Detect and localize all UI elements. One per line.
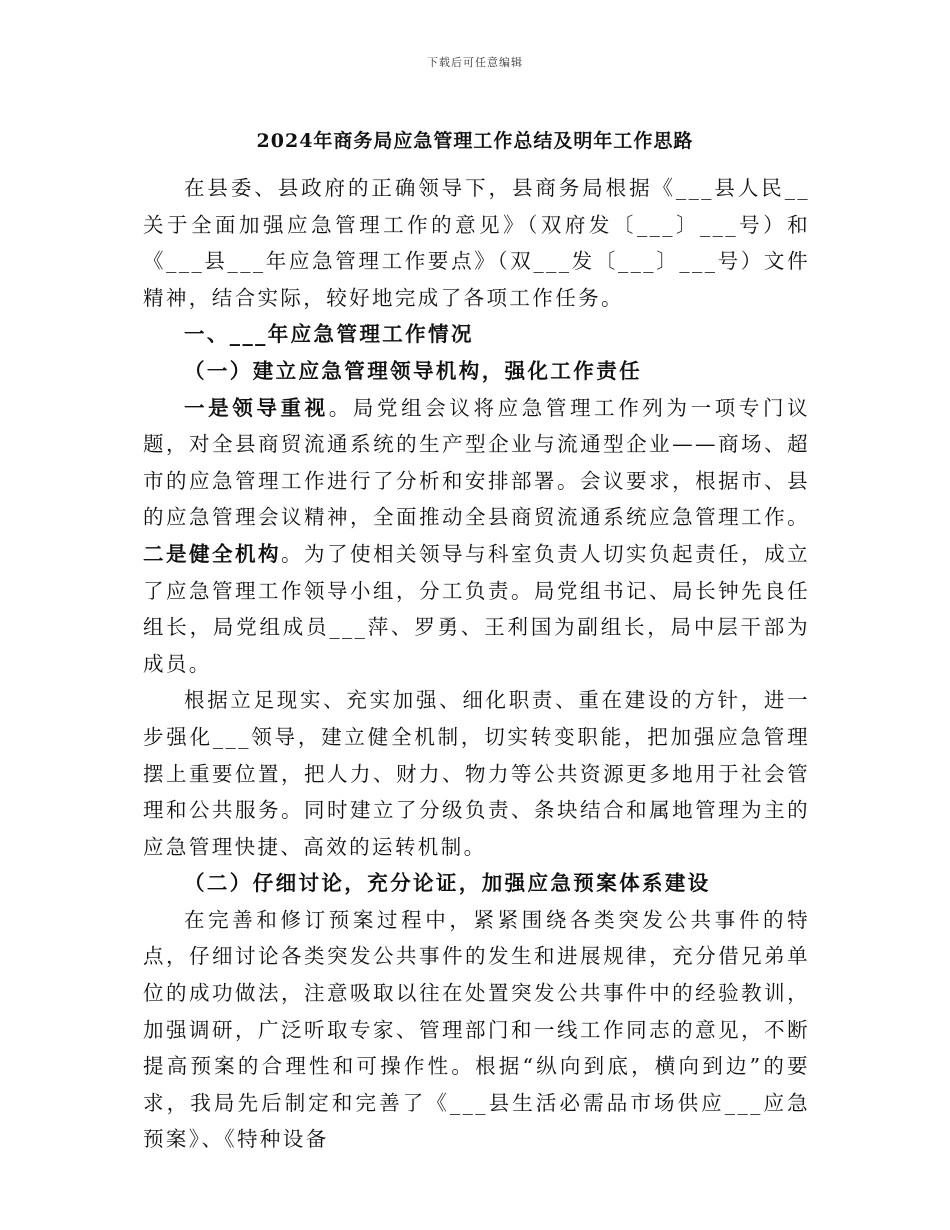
document-title: 2024年商务局应急管理工作总结及明年工作思路 <box>256 130 694 152</box>
subsection-heading-1: （一）建立应急管理领导机构，强化工作责任 <box>184 358 642 383</box>
paragraph-leadership <box>143 390 810 683</box>
paragraph-organization-text: 。为了使相关领导与科室负责人切实负起责任，成立了应急管理工作领导小组，分工负责。局党组书记、局长钟先良任组长，局党组成员___萍、罗勇、王利国为副组长，局中层干部为成员。 <box>143 541 811 676</box>
lead-phrase-leadership: 一是领导重视 <box>184 395 329 420</box>
paragraph-mechanism: 根据立足现实、充实加强、细化职责、重在建设的方针，进一步强化___领导，建立健全机制，切实转变职能，把加强应急管理摆上重要位置，把人力、财力、物力等公共资源更多地用于社会管理和公共服务。同时建立了分级负责、条块结合和属地管理为主的应急管理快捷、高效的运转机制。 <box>143 688 810 859</box>
header-note: 下载后可任意编辑 <box>427 56 523 69</box>
paragraph-intro: 在县委、县政府的正确领导下，县商务局根据《___县人民__关于全面加强应急管理工作的意见》（双府发〔___〕___号）和《___县___年应急管理工作要点》（双___发〔___〕___号）文件精神，结合实际，较好地完成了各项工作任务。 <box>143 176 810 310</box>
document-body <box>143 170 810 1158</box>
subsection-heading-2: （二）仔细讨论，充分论证，加强应急预案体系建设 <box>184 871 711 896</box>
paragraph-leadership-text: 。局党组会议将应急管理工作列为一项专门议题，对全县商贸流通系统的生产型企业与流通型企业——商场、超市的应急管理工作进行了分析和安排部署。会议要求，根据市、县的应急管理会议精神，全面推动全县商贸流通系统应急管理工作。 <box>143 395 810 530</box>
section-heading-1: 一、___年应急管理工作情况 <box>184 322 474 347</box>
paragraph-plans: 在完善和修订预案过程中，紧紧围绕各类突发公共事件的特点，仔细讨论各类突发公共事件的发生和进展规律，充分借兄弟单位的成功做法，注意吸取以往在处置突发公共事件中的经验教训，加强调研，广泛听取专家、管理部门和一线工作同志的意见，不断提高预案的合理性和可操作性。根据“纵向到底，横向到边”的要求，我局先后制定和完善了《___县生活必需品市场供应___应急预案》、《特种设备 <box>143 907 810 1152</box>
lead-phrase-organization: 二是健全机构 <box>143 541 282 566</box>
